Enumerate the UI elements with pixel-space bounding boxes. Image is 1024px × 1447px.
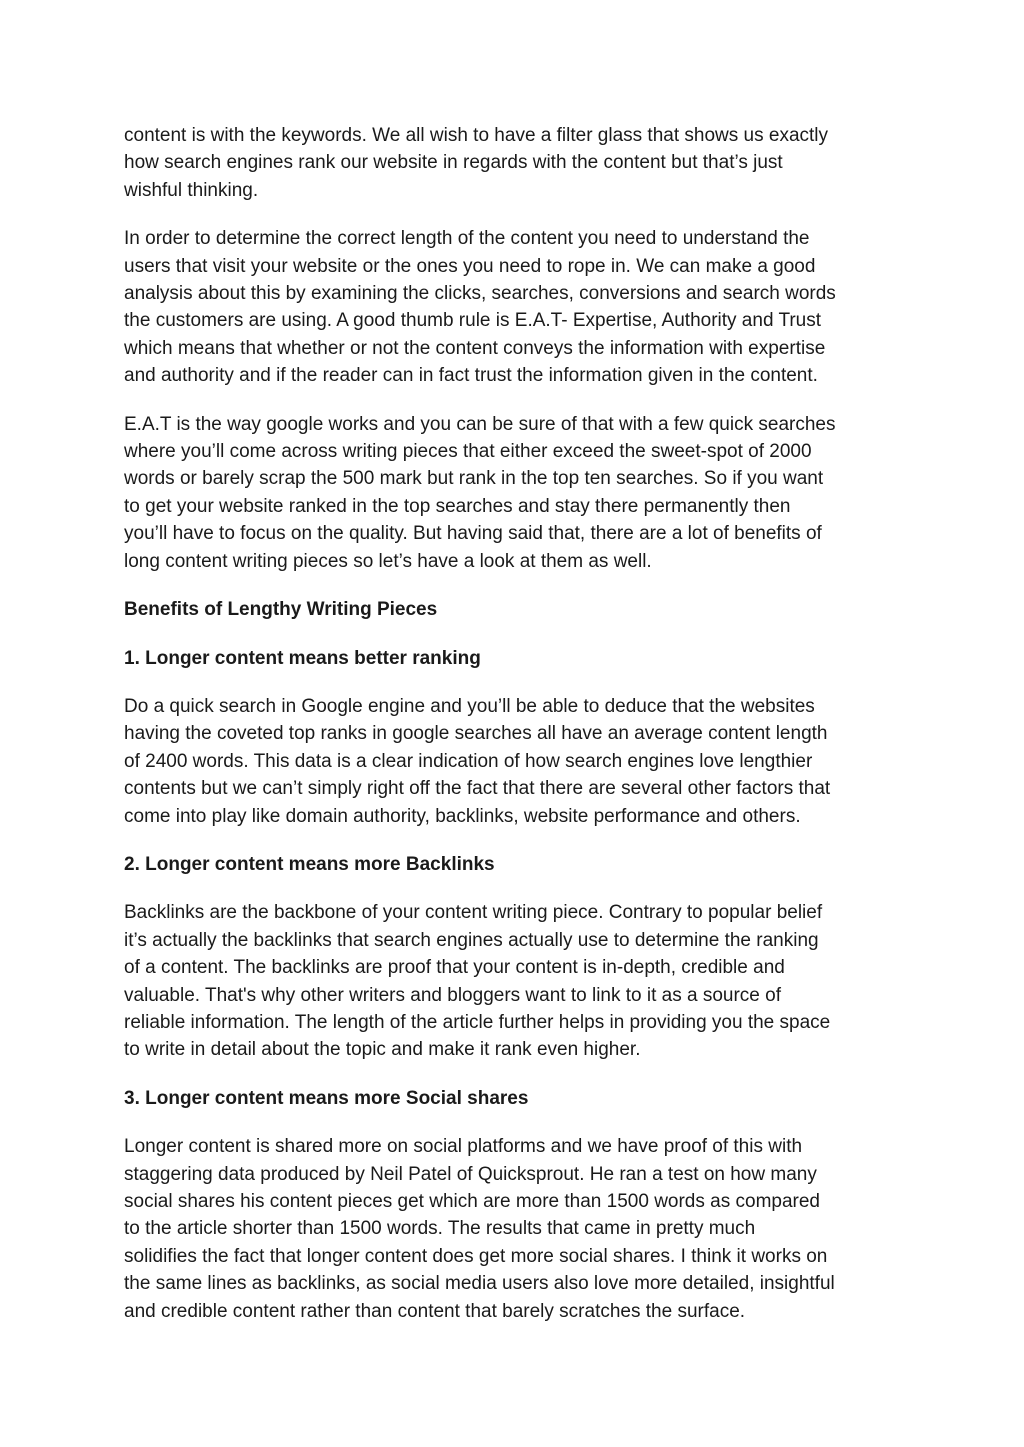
document-page	[124, 122, 904, 1346]
paragraph-eat: E.A.T is the way google works and you can be sure of that with a few quick searches where you’ll come across writing pieces that either exceed the sweet-spot of 2000 words or barely scrap the 500 mark but rank in the top ten searches. So if you want to get your website ranked in the top searches and stay there permanently then you’ll have to focus on the quality. But having said that, there are a lot of benefits of long content writing pieces so let’s have a look at them as well.	[124, 413, 836, 572]
subheading-backlinks: 2. Longer content means more Backlinks	[124, 853, 495, 875]
subheading-social-shares: 3. Longer content means more Social shares	[124, 1087, 529, 1109]
paragraph-better-ranking: Do a quick search in Google engine and you’ll be able to deduce that the websites having the coveted top ranks in google searches all have an average content length of 2400 words. This data is a clear indication of how search engines love lengthier contents but we can’t simply right off the fact that there are several other factors that come into play like domain authority, backlinks, website performance and others.	[124, 695, 831, 827]
paragraph-social-shares: Longer content is shared more on social platforms and we have proof of this with staggering data produced by Neil Patel of Quicksprout. He ran a test on how many social shares his content pieces get which are more than 1500 words as compared to the article shorter than 1500 words. The results that came in pretty much solidifies the fact that longer content does get more social shares. I think it works on the same lines as backlinks, as social media users also love more detailed, insightful and credible content rather than content that barely scratches the surface.	[124, 1136, 835, 1322]
paragraph-backlinks: Backlinks are the backbone of your content writing piece. Contrary to popular belief it’s actually the backlinks that search engines actually use to determine the ranking of a content. The backlinks are proof that your content is in-depth, credible and valuable. That's why other writers and bloggers want to link to it as a source of reliable information. The length of the article further helps in providing you the space to write in detail about the topic and make it rank even higher.	[124, 902, 831, 1061]
section-heading-benefits: Benefits of Lengthy Writing Pieces	[124, 599, 438, 621]
paragraph-content-length: In order to determine the correct length of the content you need to understand the users that visit your website or the ones you need to rope in. We can make a good analysis about this by examining the clicks, searches, conversions and search words the customers are using. A good thumb rule is E.A.T- Expertise, Authority and Trust which means that whether or not the content conveys the information with expertise and authority and if the reader can in fact trust the information given in the content.	[124, 228, 836, 387]
intro-paragraph-keywords: content is with the keywords. We all wish to have a filter glass that shows us exactly how search engines rank our website in regards with the content but that’s just wishful thinking.	[124, 125, 829, 201]
subheading-better-ranking: 1. Longer content means better ranking	[124, 647, 481, 669]
